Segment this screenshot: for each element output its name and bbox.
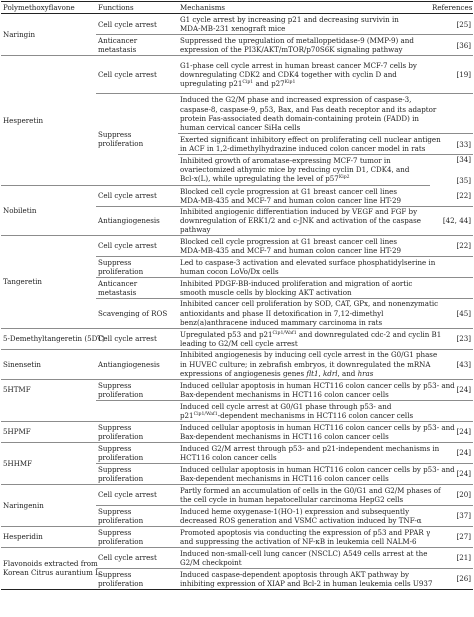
function-cell: Cell cycle arrest bbox=[96, 235, 178, 256]
flavone-cell: Sinensetin bbox=[1, 349, 96, 379]
flavone-cell: 5HHMF bbox=[1, 442, 96, 484]
table-row bbox=[1, 484, 473, 505]
flavone-cell: 5-Demethyltangeretin (5DT) bbox=[1, 328, 96, 349]
table-row bbox=[1, 185, 473, 206]
table-row bbox=[1, 14, 473, 35]
mechanism-cell: Led to caspase-3 activation and elevated surface phosphatidylserine in human cocon LoVo/Dx cells bbox=[180, 257, 436, 276]
reference-cell: [22] bbox=[430, 235, 473, 256]
mechanism-cell: Induced cell cycle arrest at G0/G1 phase through p53- and $p21^{Cip1/Waf1}$-dependent mechanisms in HCT116 colon cancer cells bbox=[178, 400, 430, 421]
function-cell: Suppress proliferation bbox=[96, 505, 178, 526]
flavone-cell: Hesperetin bbox=[1, 56, 96, 186]
function-cell: Antiangiogenesis bbox=[96, 206, 178, 235]
function-cell: Suppress proliferation bbox=[96, 94, 178, 186]
mechanism-cell: Induced the G2/M phase and increased expression of caspase-3, caspase-8, caspase-9, p53, Bax, and Fas death receptor and its adaptor protein Fas-associated death domain-containing protein (FADD) in human cervical cancer SiHa cells bbox=[180, 95, 437, 132]
mechanism-cell: Suppressed the upregulation of metalloppetidase-9 (MMP-9) and expression of the PI3K/AKT/mTOR/p70S6K signaling pathway bbox=[178, 35, 430, 56]
flavone-cell: 5HTMF bbox=[3, 385, 31, 395]
mechanism-cell: Induced caspase-dependent apoptosis through AKT pathway by inhibiting expression of XIAP and Bcl-2 in human leukemia cells U937 bbox=[180, 569, 433, 588]
table-row bbox=[1, 379, 473, 400]
header-references: References bbox=[432, 3, 473, 12]
mechanism-cell: Inhibited angiogenesis by inducing cell cycle arrest in the G0/G1 phase in HUVEC culture; in zebrafish embryos, it downregulated the mRNA expressions of angiogenesis genes flt1, kdrl, and hras bbox=[180, 350, 438, 378]
flavone-cell: Naringin bbox=[1, 14, 96, 56]
function-cell: Cell cycle arrest bbox=[96, 328, 178, 349]
reference-cell bbox=[430, 400, 473, 421]
table-row bbox=[1, 400, 473, 421]
function-cell: Cell cycle arrest bbox=[96, 547, 178, 568]
flavone-cell: Nobiletin bbox=[1, 185, 96, 235]
mechanism-cell: Induced non-small-cell lung cancer (NSCLC) A549 cells arrest at the G2/M checkpoint bbox=[178, 547, 430, 568]
table-row bbox=[1, 442, 473, 463]
table-row bbox=[1, 526, 473, 547]
header-mechanisms: Mechanisms bbox=[178, 2, 430, 14]
function-cell: Scavenging of ROS bbox=[96, 298, 178, 328]
function-cell: Suppress proliferation bbox=[96, 442, 178, 463]
polymethoxyflavone-table bbox=[1, 1, 473, 590]
flavone-cell: Hesperidin bbox=[1, 526, 96, 547]
reference-cell: [34] [35] bbox=[430, 155, 473, 185]
reference-cell: [21] bbox=[430, 547, 473, 568]
mechanism-cell: G1-phase cell cycle arrest in human breast cancer MCF-7 cells by downregulating CDK2 and CDK4 together with cyclin D and upregulating $p21^{Cip1}$ and $p27^{Kip1}$ bbox=[178, 56, 430, 94]
reference-cell: [37] bbox=[430, 505, 473, 526]
reference-cell: [35] bbox=[456, 175, 471, 185]
mechanism-cell: Inhibited angiogenic differentiation induced by VEGF and FGF by downregulation of ERK1/2 and c-JNK and activation of the caspase pathway bbox=[178, 206, 430, 235]
function-cell: Suppress proliferation bbox=[96, 463, 178, 484]
function-cell: Suppress proliferation bbox=[96, 421, 178, 442]
function-cell: Antiangiogenesis bbox=[96, 349, 178, 379]
mechanism-cell: Induced cellular apoptosis in human HCT116 colon cancer cells by p53- and Bax-dependent mechanisms in HCT116 colon cancer cells bbox=[180, 422, 455, 441]
reference-cell bbox=[430, 256, 473, 277]
mechanism-cell: Inhibited cancer cell proliferation by SOD, CAT, GPx, and nonenzymatic antioxidants and phase II detoxification in 7,12-dimethyl benz(a)anthracene induced mammary carcinoma in rats bbox=[180, 299, 439, 327]
function-cell: Cell cycle arrest bbox=[96, 185, 178, 206]
flavone-cell: Tangeretin bbox=[1, 235, 96, 328]
function-cell: Anticancer metastasis bbox=[96, 35, 178, 56]
function-cell: Suppress proliferation bbox=[96, 526, 178, 547]
table-row bbox=[1, 421, 473, 442]
mechanism-cell: Blocked cell cycle progression at G1 breast cancer cell lines MDA-MB-435 and MCF-7 and human colon cancer line HT-29 bbox=[178, 235, 430, 256]
function-cell: Cell cycle arrest bbox=[96, 14, 178, 35]
reference-cell: [43] bbox=[430, 349, 473, 379]
mechanism-cell: Upregulated p53 and $p21^{Cip1/Waf1}$ and downregulated cdc-2 and cyclin B1 leading to G2/M cell cycle arrest bbox=[180, 329, 442, 348]
reference-cell bbox=[430, 277, 473, 298]
table-header-row bbox=[1, 2, 473, 14]
function-cell: Anticancer metastasis bbox=[96, 277, 178, 298]
reference-cell: [24] bbox=[430, 442, 473, 463]
reference-cell: [27] bbox=[430, 526, 473, 547]
mechanism-cell: Exerted significant inhibitory effect on proliferating cell nuclear antigen in ACF in 1,2-dimethylhydrazine induced colon cancer model in rats bbox=[180, 135, 441, 154]
reference-cell: [19] bbox=[430, 56, 473, 94]
reference-cell: [23] bbox=[430, 328, 473, 349]
table-row bbox=[1, 56, 473, 94]
mechanism-cell: Promoted apoptosis via conducting the expression of p53 and PPAR γ and suppressing the activation of NF-κB in leukemia cell NALM-6 bbox=[180, 527, 431, 546]
table-row bbox=[1, 349, 473, 379]
reference-cell: [36] bbox=[430, 35, 473, 56]
flavone-cell: 5HPMF bbox=[1, 421, 96, 442]
mechanism-cell: G1 cycle arrest by increasing p21 and decreasing survivin in MDA-MB-231 xenograft mice bbox=[178, 14, 430, 35]
function-cell bbox=[96, 400, 178, 421]
mechanism-cell: Inhibited growth of aromatase-expressing MCF-7 tumor in ovariectomized athymic mice by reducing cyclin D1, CDK4, and Bcl-x(L), while upregulating the level of $p57^{Kip2}$ bbox=[180, 156, 410, 184]
reference-cell: [22] bbox=[430, 185, 473, 206]
mechanism-cell: Blocked cell cycle progression at G1 breast cancer cell lines MDA-MB-435 and MCF-7 and human colon cancer line HT-29 bbox=[178, 185, 430, 206]
reference-cell bbox=[430, 94, 473, 134]
function-cell: Suppress proliferation bbox=[96, 379, 178, 400]
mechanism-cell: Induced heme oxygenase-1(HO-1) expression and subsequently decreased ROS generation and VSMC activation induced by TNF-α bbox=[178, 505, 430, 526]
table-row bbox=[1, 328, 473, 349]
reference-cell: [33] bbox=[430, 134, 473, 155]
reference-cell: [42, 44] bbox=[430, 206, 473, 235]
flavone-cell: Flavonoids extracted from Korean Citrus aurantium L. bbox=[1, 547, 96, 589]
function-cell: Cell cycle arrest bbox=[96, 484, 178, 505]
table-row bbox=[1, 235, 473, 256]
header-flavone: Polymethoxyflavone bbox=[1, 2, 96, 14]
reference-cell: [24] bbox=[430, 379, 473, 400]
mechanism-cell: Induced G2/M arrest through p53- and p21-independent mechanisms in HCT116 colon cancer cells bbox=[180, 443, 440, 462]
header-functions: Functions bbox=[96, 2, 178, 14]
mechanism-cell: Induced cellular apoptosis in human HCT116 colon cancer cells by p53- and Bax-dependent mechanisms in HCT116 colon cancer cells bbox=[180, 464, 455, 483]
function-cell: Suppress proliferation bbox=[96, 568, 178, 589]
reference-cell: [20] bbox=[430, 484, 473, 505]
mechanism-cell: Inhibited PDGF-BB-induced proliferation and migration of aortic smooth muscle cells by blocking AKT activation bbox=[178, 277, 430, 298]
mechanism-cell: Induced cellular apoptosis in human HCT116 colon cancer cells by p53- and Bax-dependent mechanisms in HCT116 colon cancer cells bbox=[180, 380, 455, 399]
table-row bbox=[1, 547, 473, 568]
reference-cell: [25] bbox=[430, 14, 473, 35]
reference-cell: [26] bbox=[430, 568, 473, 589]
reference-cell: [24] bbox=[430, 463, 473, 484]
function-cell: Suppress proliferation bbox=[96, 256, 178, 277]
mechanism-cell: Partly formed an accumulation of cells in the G0/G1 and G2/M phases of the cell cycle in human hepatocellular carcinoma HepG2 cells bbox=[180, 485, 441, 504]
reference-cell: [24] bbox=[430, 421, 473, 442]
reference-cell: [45] bbox=[430, 298, 473, 328]
function-cell: Cell cycle arrest bbox=[96, 56, 178, 94]
flavone-cell: Naringenin bbox=[1, 484, 96, 526]
flavone-cell bbox=[1, 400, 96, 421]
